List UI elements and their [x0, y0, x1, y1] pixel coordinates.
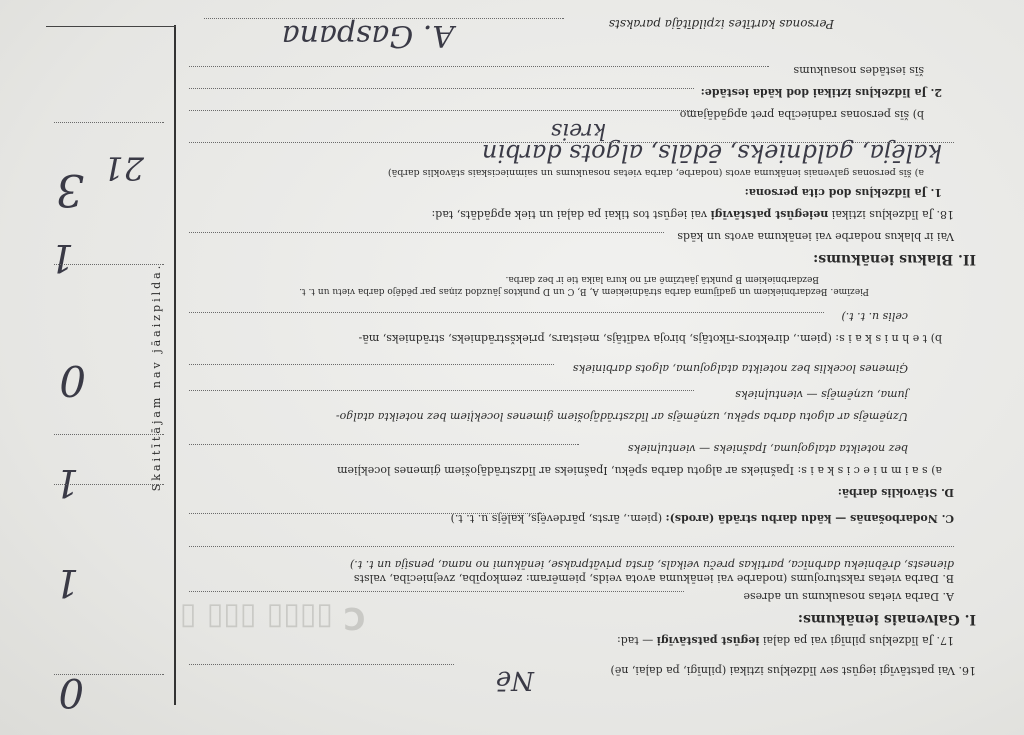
section-da-line3: Uzņēmējs ar algotu darba spēku, uzņēmējs ar līdzstrādājošiem ģimenes locekļiem bez noteikta atalgo- — [335, 410, 908, 423]
section-b-line1: B. Darba vietas raksturojums (nodarbe vai ienākuma avota veids, piemēram: zemkopība, zvejniecība, valsts — [353, 572, 954, 585]
q16-dotted-line — [189, 664, 454, 665]
q18-1-text: 1. Ja līdzekļus dod cita persona: — [744, 186, 942, 199]
section-da-dotted-line2 — [189, 390, 694, 391]
q17-text: 17. Ja līdzekļus pilnīgi vai pa daļai iegūst patstāvīgi — tad: — [616, 634, 954, 647]
q18-2-name-dotted-line — [189, 66, 769, 67]
side-mark-5: 1 — [49, 236, 74, 280]
side-mark-2: 1 — [54, 561, 79, 605]
section-b-line2: dienests, drēbnieku darbnīca, partikas preču veikals, ārsta privātprakse, ienākumi no nama, pensija un t. t.) — [350, 558, 954, 571]
side-mark-6: 3 — [56, 164, 84, 215]
margin-dotted-line-3 — [54, 434, 164, 435]
side-income-dotted-line — [189, 232, 664, 233]
section-a-text: A. Darba vietas nosaukums un adrese — [743, 590, 954, 603]
q18-2-text: 2. Ja līdzekļus iztikai dod kāda iestāde: — [700, 86, 942, 99]
signature-handwriting: A. Gaspana — [281, 18, 454, 53]
side-mark-3: 1 — [54, 461, 79, 505]
q18-2-dotted-line — [189, 88, 694, 89]
note-line1: Piezīme. Bezdarbniekiem un gadījuma darba strādniekiem A, B, C un D punktos jāuzdod ziņas par pēdējo darba vietu un t. t. — [299, 286, 869, 296]
margin-dotted-line-5 — [54, 122, 164, 123]
section-da-line5: Ģimenes loceklis bez noteikta atalgojuma, algots darbinieks — [572, 362, 908, 375]
section1-title: I. Galvenais ienākums: — [797, 611, 976, 627]
q18-text: 18. Ja līdzekļus iztikai neiegūst patstāvīgi vai iegūst tos tikai pa daļai un tiek apgādāts, tad: — [431, 208, 954, 221]
side-mark-1: 0 — [58, 669, 84, 715]
section-c-text: C. Nodarbošanās — kādu darbu strādā (arods): (piem., ārsts, pārdevējs, kalējs u. t. t.) — [450, 512, 954, 525]
section-db-line1: b) t e h n i s k a i s: (piem., direktors-rīkotājs, biroja vadītājs, meistars, priekšstrādnieks, strādnieks, mā- — [358, 332, 942, 345]
section-b-dotted-line — [189, 546, 954, 547]
section-da-line4: juma, uzņēmējs — vientuļnieks — [735, 388, 908, 401]
margin-dotted-line-4 — [54, 264, 164, 265]
q18-1b-text: b) šīs personas radniecība pret apgādājamo — [679, 108, 924, 121]
q18-1a-dotted-line — [189, 142, 954, 143]
margin-dotted-line-1 — [54, 674, 164, 675]
section-db-dotted-line — [189, 312, 824, 313]
section-c-dotted-line — [189, 513, 544, 514]
q16-text: 16. Vai patstāvīgi iegūst sev līdzekļus iztikai (pilnīgi, pa daļai, nē) — [610, 664, 976, 677]
ghost-bleed-text: C ▯▯▯▯ ▯▯▯ ▯ — [180, 600, 366, 635]
answer16-handwriting: Nē — [495, 665, 534, 695]
sidebar-bottom-rule — [46, 26, 176, 27]
answer-1a-handwriting: kalēja, galdnieks, ēdāls, algots darbin — [481, 139, 942, 167]
side-income-question: Vai ir blakus nodarbe vai ienākuma avots un kāds — [677, 230, 954, 243]
handwritten-number: 21 — [103, 149, 144, 187]
q18-1b-dotted-line — [189, 110, 694, 111]
section2-title: II. Blakus ienākums: — [813, 251, 976, 267]
q18-1a-text: a) šīs personas galvenais ienākuma avots (nodarbe, darba vietas nosaukums un saimnieciskais stāvoklis darbā) — [387, 167, 924, 178]
section-d-text: D. Stāvoklis darbā: — [837, 486, 954, 499]
section-da-dotted-line3 — [189, 364, 554, 365]
section-a-dotted-line — [189, 591, 684, 592]
answer-1a-extra-handwriting: kreis — [550, 118, 606, 143]
note-line2: Bezdarbniekiem B punktā jāatzīmē arī no kura laika tie ir bez darba. — [505, 274, 819, 284]
signature-label: Personas kartītes izpildītāja paraksts — [608, 17, 834, 31]
section-da-line1: a) s a i m n i e c i s k a i s: Ipašnieks ar algotu darba spēku, Ipašnieks ar līdzstrādājošiem ģimenes locekļiem — [337, 464, 942, 477]
margin-dotted-line-2 — [54, 484, 164, 485]
sidebar-rule — [174, 25, 176, 705]
sidebar-note: Skaitītājam nav jāaizpilda. — [150, 262, 163, 492]
section-da-line2: bez noteikta atalgojuma, Ipašnieks — vientuļnieks — [627, 442, 908, 455]
q18-2-name-text: šīs iestādes nosaukums — [793, 64, 924, 77]
section-da-dotted-line1 — [189, 444, 579, 445]
side-mark-4: 0 — [59, 356, 86, 405]
section-db-line2: celis u. t. t.) — [841, 310, 908, 323]
